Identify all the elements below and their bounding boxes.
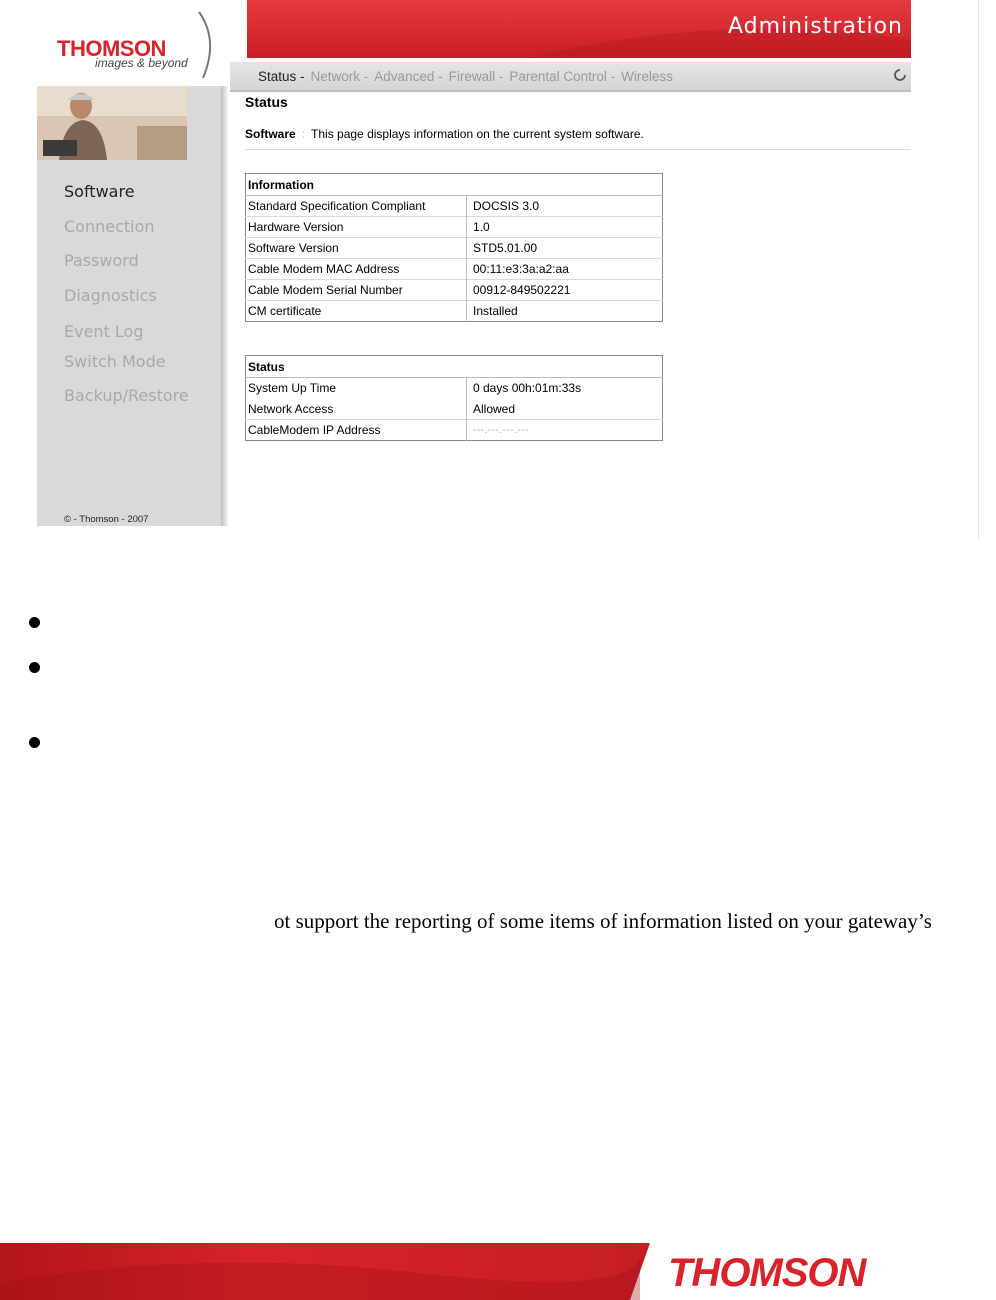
row-label: CM certificate <box>246 301 467 322</box>
row-label: Software Version <box>246 238 467 259</box>
row-label: Standard Specification Compliant <box>246 196 467 217</box>
table-header: Status <box>246 356 663 378</box>
table-row <box>246 280 663 301</box>
row-label: CableModem IP Address <box>246 420 467 441</box>
table-row <box>246 301 663 322</box>
table-row <box>246 238 663 259</box>
logo[interactable] <box>37 0 247 86</box>
row-label: Cable Modem MAC Address <box>246 259 467 280</box>
table-row <box>246 420 663 441</box>
nav-tab-status[interactable]: Status - <box>258 69 305 84</box>
sidebar-item-diagnostics[interactable]: Diagnostics <box>64 286 157 305</box>
sidebar-item-password[interactable]: Password <box>64 251 139 270</box>
table-row <box>246 378 663 399</box>
status-table <box>245 355 663 441</box>
router-admin-screenshot <box>37 0 911 526</box>
copyright-notice: © - Thomson - 2007 <box>64 514 149 525</box>
user-photo-image <box>37 86 187 160</box>
row-label: Network Access <box>246 399 467 420</box>
footer <box>0 1243 996 1300</box>
information-table <box>245 173 663 322</box>
row-value: Installed <box>467 301 663 322</box>
page-title: Status <box>245 94 288 110</box>
bullet-icon <box>29 737 40 748</box>
row-value: 00:11:e3:3a:a2:aa <box>467 259 663 280</box>
sidebar-item-backup-restore[interactable]: Backup/Restore <box>64 386 189 405</box>
row-label: Hardware Version <box>246 217 467 238</box>
row-value: DOCSIS 3.0 <box>467 196 663 217</box>
sidebar-divider <box>221 86 229 526</box>
logo-wordmark: THOMSON <box>57 36 166 61</box>
row-value: STD5.01.00 <box>467 238 663 259</box>
top-navigation <box>230 62 911 92</box>
table-row <box>246 399 663 420</box>
row-value: 1.0 <box>467 217 663 238</box>
logo-swoosh-icon <box>197 10 219 80</box>
row-value: ---.---.---.--- <box>467 420 663 441</box>
sidebar-item-switch-mode[interactable]: Switch Mode <box>64 352 166 371</box>
logo-tagline: images & beyond <box>95 56 188 70</box>
table-row <box>246 259 663 280</box>
nav-tab-firewall[interactable]: Firewall - <box>448 69 504 84</box>
bullet-icon <box>29 662 40 673</box>
sidebar <box>37 86 221 526</box>
nav-tab-wireless[interactable]: Wireless <box>621 69 673 84</box>
nav-tab-advanced[interactable]: Advanced - <box>374 69 443 84</box>
sidebar-item-event-log[interactable]: Event Log <box>64 322 144 341</box>
row-label: Cable Modem Serial Number <box>246 280 467 301</box>
main-content <box>245 92 911 526</box>
description-text: This page displays information on the current system software. <box>311 127 644 141</box>
document-text: ot support the reporting of some items of information listed on your gateway’s <box>274 909 932 933</box>
footer-logo: THOMSON <box>668 1251 866 1295</box>
row-label: System Up Time <box>246 378 467 399</box>
banner-title: Administration <box>728 14 903 39</box>
divider <box>245 149 911 150</box>
description-label: Software <box>245 127 296 141</box>
row-value: 00912-849502221 <box>467 280 663 301</box>
page-description <box>245 127 644 141</box>
description-separator: : <box>301 127 306 141</box>
sidebar-item-connection[interactable]: Connection <box>64 217 155 236</box>
bullet-icon <box>29 617 40 628</box>
loading-spinner-icon <box>893 68 907 82</box>
table-header: Information <box>246 174 663 196</box>
scrollbar[interactable] <box>978 0 996 540</box>
table-row <box>246 196 663 217</box>
sidebar-item-software[interactable]: Software <box>64 182 135 201</box>
nav-tab-network[interactable]: Network - <box>310 69 369 84</box>
table-row <box>246 217 663 238</box>
row-value: Allowed <box>473 401 516 416</box>
row-value: 0 days 00h:01m:33s <box>467 378 663 399</box>
nav-tab-parental-control[interactable]: Parental Control - <box>509 69 616 84</box>
